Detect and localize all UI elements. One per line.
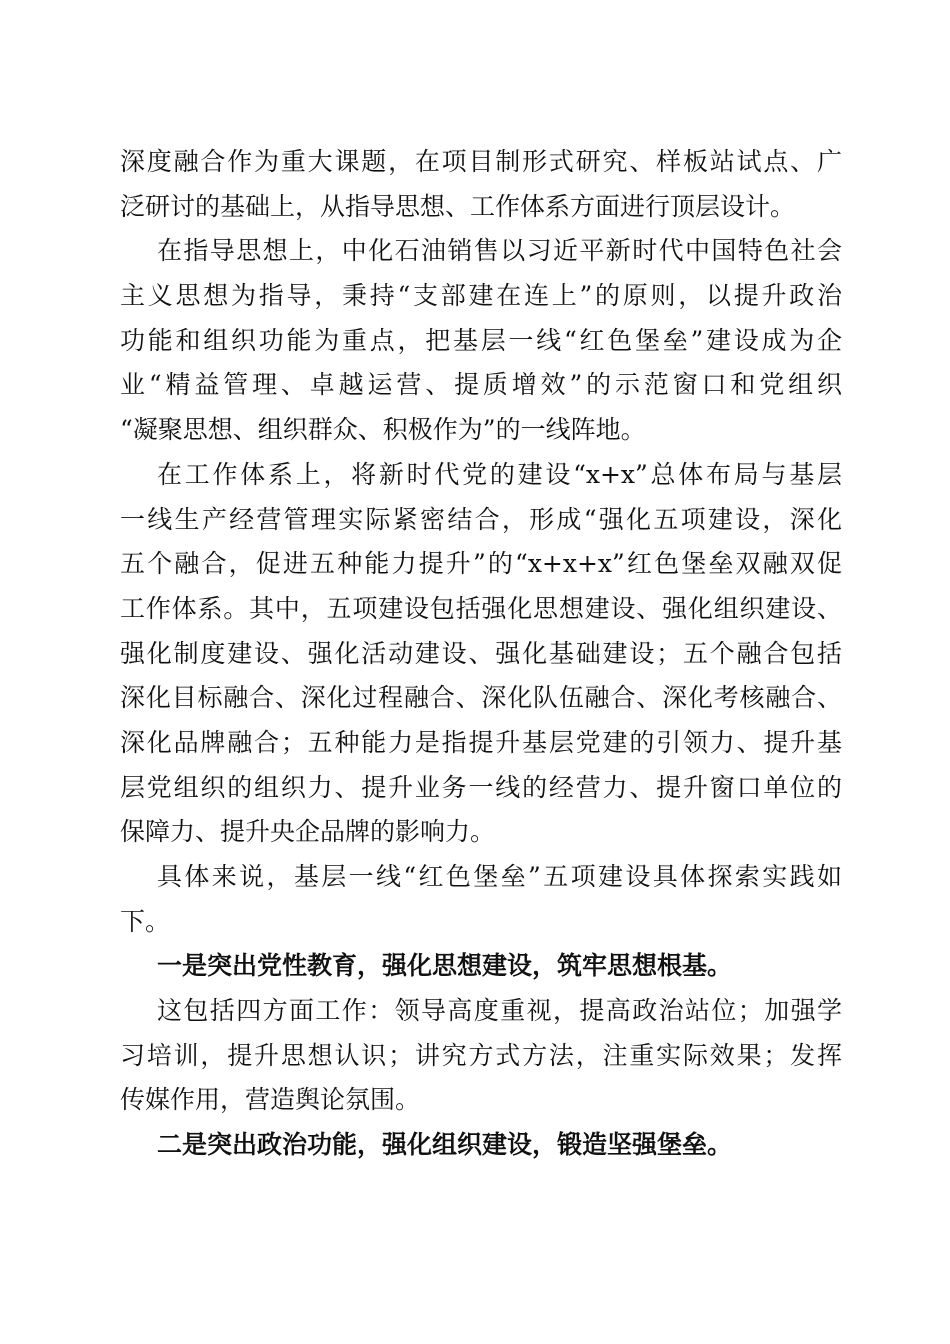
text-line: 深化品牌融合；五种能力是指提升基层党建的引领力、提升基 xyxy=(120,727,842,757)
text-line: 一线生产经营管理实际紧密结合，形成“强化五项建设，深化 xyxy=(120,504,842,534)
text-line: 传媒作用，营造舆论氛围。 xyxy=(120,1085,421,1115)
text-line: 业“精益管理、卓越运营、提质增效”的示范窗口和党组织 xyxy=(120,370,842,400)
text-line: 二是突出政治功能，强化组织建设，锻造坚强堡垒。 xyxy=(157,1130,733,1160)
paragraph xyxy=(120,989,842,1123)
text-line: “凝聚思想、组织群众、积极作为”的一线阵地。 xyxy=(120,415,646,445)
text-line: 这包括四方面工作：领导高度重视，提高政治站位；加强学 xyxy=(157,996,842,1026)
text-line: 下。 xyxy=(120,906,171,936)
text-line: 层党组织的组织力、提升业务一线的经营力、提升窗口单位的 xyxy=(120,772,842,802)
text-line: 在工作体系上，将新时代党的建设“x+x”总体布局与基层 xyxy=(157,459,842,489)
section-heading xyxy=(120,944,842,989)
section-heading xyxy=(120,1123,842,1168)
text-line: 习培训，提升思想认识；讲究方式方法，注重实际效果；发挥 xyxy=(120,1040,842,1070)
text-line: 工作体系。其中，五项建设包括强化思想建设、强化组织建设、 xyxy=(120,593,842,623)
text-line: 功能和组织功能为重点，把基层一线“红色堡垒”建设成为企 xyxy=(120,325,842,355)
text-line: 具体来说，基层一线“红色堡垒”五项建设具体探索实践如 xyxy=(157,862,842,891)
text-line: 五个融合，促进五种能力提升”的“x+x+x”红色堡垒双融双促 xyxy=(120,549,842,579)
paragraph xyxy=(120,855,842,944)
text-line: 深度融合作为重大课题，在项目制形式研究、样板站试点、广 xyxy=(120,147,842,176)
paragraph xyxy=(120,229,842,452)
document-body xyxy=(120,140,842,1168)
text-line: 深化目标融合、深化过程融合、深化队伍融合、深化考核融合、 xyxy=(120,683,842,713)
paragraph xyxy=(120,453,842,855)
text-line: 泛研讨的基础上，从指导思想、工作体系方面进行顶层设计。 xyxy=(120,191,796,221)
text-line: 主义思想为指导，秉持“支部建在连上”的原则，以提升政治 xyxy=(120,281,842,311)
text-line: 强化制度建设、强化活动建设、强化基础建设；五个融合包括 xyxy=(120,638,842,668)
text-line: 保障力、提升央企品牌的影响力。 xyxy=(120,817,496,847)
text-line: 在指导思想上，中化石油销售以习近平新时代中国特色社会 xyxy=(157,236,842,266)
paragraph xyxy=(120,140,842,229)
text-line: 一是突出党性教育，强化思想建设，筑牢思想根基。 xyxy=(157,951,733,981)
